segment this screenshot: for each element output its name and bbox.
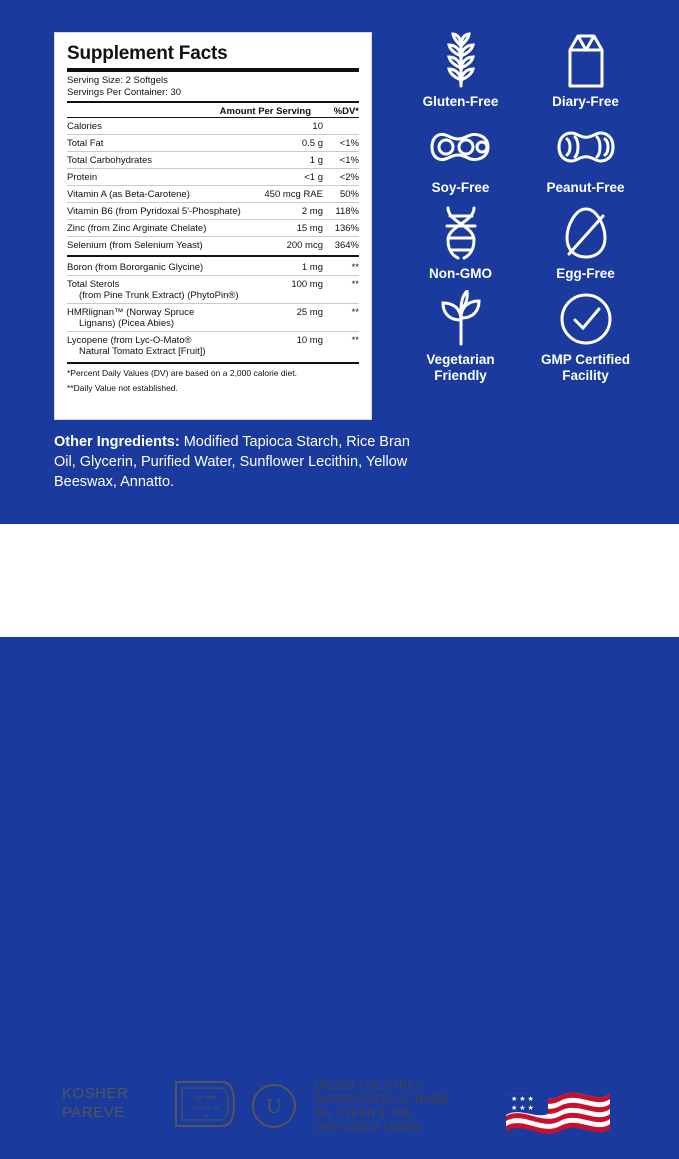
badge-non-gmo <box>404 202 517 282</box>
nutrient-name: Total Fat <box>67 135 258 152</box>
nutrient-name: Total Sterols <box>67 278 120 290</box>
nutrient-amount: 1 g <box>258 152 323 169</box>
kosher-pareve-text <box>62 1084 128 1122</box>
nutrient-dv: <1% <box>323 135 359 152</box>
table-row <box>67 304 359 332</box>
kosher-seal-icon <box>172 1076 238 1132</box>
other-ingredients-label: Other Ingredients: <box>54 434 180 450</box>
nutrient-dv: 136% <box>323 220 359 237</box>
badge-label: Egg-Free <box>556 266 615 281</box>
badge-row-2 <box>404 116 664 202</box>
badge-label: Non-GMO <box>429 266 492 281</box>
badge-label-line1: GMP Certified <box>540 352 630 367</box>
table-row <box>67 118 359 135</box>
supplement-facts-panel <box>54 32 372 420</box>
nutrition-header-row <box>67 106 359 117</box>
nutrient-dv: 50% <box>323 186 359 203</box>
table-row <box>67 152 359 169</box>
badge-label-line1: Vegetarian <box>426 352 495 367</box>
badge-vegetarian-friendly <box>404 288 517 384</box>
table-row <box>67 135 359 152</box>
nutrient-amount: 450 mcg RAE <box>258 186 323 203</box>
badge-label <box>404 352 517 384</box>
kosher-line-2: PAREVE <box>62 1104 125 1121</box>
table-row <box>67 220 359 237</box>
supervision-text: UNDER THE STRICT SUPERVISION OF RABBI SH. STERN & THE ORTHODOX UNION <box>314 1080 450 1134</box>
nutrient-name: Vitamin A (as Beta-Carotene) <box>67 186 258 203</box>
leaf-sprout-icon <box>404 288 517 350</box>
soybean-icon <box>404 116 517 178</box>
badge-diary-free <box>529 30 642 110</box>
table-row <box>67 203 359 220</box>
nutrient-name: Calories <box>67 118 258 135</box>
table-row <box>67 237 359 254</box>
nutrient-amount: <1 g <box>258 169 323 186</box>
other-ingredients <box>54 432 414 492</box>
nutrient-source: Lignans) (Picea Abies) <box>79 317 175 329</box>
nutrient-source: Natural Tomato Extract [Fruit]) <box>79 345 206 357</box>
svg-text:בד״ץ מהדרין: בד״ץ מהדרין <box>191 1106 219 1112</box>
badge-gluten-free <box>404 30 517 110</box>
us-flag-icon <box>494 1062 624 1154</box>
serving-size: Serving Size: 2 Softgels <box>67 75 168 86</box>
nutrient-dv <box>323 118 359 135</box>
nutrient-amount: 200 mcg <box>286 239 323 251</box>
badge-peanut-free <box>529 116 642 196</box>
milk-carton-icon <box>529 30 642 92</box>
nutrient-name: Zinc (from Zinc Arginate Chelate) <box>67 220 258 237</box>
nutrient-amount: 1 mg <box>283 259 323 276</box>
peanut-icon <box>529 116 642 178</box>
the-usa-text: THE USA <box>527 1133 576 1154</box>
badge-soy-free <box>404 116 517 196</box>
badge-row-1 <box>404 30 664 116</box>
egg-icon <box>529 202 642 264</box>
divider-medium <box>67 101 359 103</box>
table-row <box>67 259 359 276</box>
badge-label: Gluten-Free <box>422 94 499 109</box>
servings-per-container: Servings Per Container: 30 <box>67 87 182 98</box>
nutrient-amount: 25 mg <box>283 304 323 332</box>
nutrient-amount: 10 <box>258 118 323 135</box>
made-in-text: MADE IN <box>523 1062 575 1084</box>
certification-bar <box>0 524 679 1154</box>
badge-label <box>529 352 642 384</box>
kosher-line-1: KOSHER <box>62 1085 129 1102</box>
made-in-usa-badge <box>494 1062 624 1154</box>
nutrient-source: (from Pine Trunk Extract) (PhytoPin®) <box>79 289 239 301</box>
footnote-not-established: **Daily Value not established. <box>67 383 178 393</box>
nutrient-dv: ** <box>351 334 359 346</box>
nutrient-name: HMRlignan™ (Norway Spruce <box>67 306 195 318</box>
nutrient-dv: 118% <box>323 203 359 220</box>
daily-value-header: %DV* <box>333 106 359 117</box>
badge-gmp-certified <box>529 288 642 384</box>
badge-egg-free <box>529 202 642 282</box>
badge-label: Diary-Free <box>552 94 619 109</box>
product-info-panel <box>0 0 679 524</box>
footnote-daily-value: *Percent Daily Values (DV) are based on a 2,000 calorie diet. <box>67 368 297 378</box>
table-row <box>67 169 359 186</box>
nutrient-amount: 100 mg <box>283 276 323 304</box>
nutrient-dv: <1% <box>323 152 359 169</box>
divider-thick <box>67 68 359 72</box>
nutrient-name: Selenium (from Selenium Yeast) <box>67 239 203 251</box>
nutrition-table-secondary <box>67 259 359 359</box>
divider-medium-2 <box>67 255 359 257</box>
nutrient-name: Boron (from Bororganic Glycine) <box>67 261 204 273</box>
nutrient-dv: ** <box>323 276 359 304</box>
nutrient-amount: 10 mg <box>296 334 323 346</box>
table-row <box>67 276 359 304</box>
nutrient-dv: 364% <box>334 239 359 251</box>
nutrient-amount: 15 mg <box>258 220 323 237</box>
supplement-facts-title: Supplement Facts <box>67 43 228 64</box>
badge-label: Soy-Free <box>431 180 490 195</box>
table-row <box>67 186 359 203</box>
svg-text:★ ★ ★: ★ ★ ★ <box>511 1105 534 1112</box>
divider-footnote <box>67 362 359 364</box>
nutrient-name: Protein <box>67 169 258 186</box>
badge-label-line2: Facility <box>562 368 609 383</box>
nutrient-name: Total Carbohydrates <box>67 152 258 169</box>
table-row <box>67 332 359 360</box>
ou-symbol-icon <box>252 1084 296 1128</box>
ou-letter: U <box>266 1093 282 1118</box>
nutrient-dv: <2% <box>323 169 359 186</box>
badge-row-4 <box>404 288 664 390</box>
svg-text:כשר: כשר <box>201 1113 209 1118</box>
badge-row-3 <box>404 202 664 288</box>
nutrient-name: Lycopene (from Lyc-O-Mato® <box>67 334 192 346</box>
amount-per-serving-header: Amount Per Serving <box>219 106 311 117</box>
other-ingredients-text: Modified Tapioca Starch, Rice Bran Oil, Glycerin, Purified Water, Sunflower Lecithin, Yellow Beeswax, Annatto. <box>54 434 410 490</box>
nutrition-table-primary <box>67 118 359 253</box>
nutrient-amount: 0.5 g <box>258 135 323 152</box>
badge-label-line2: Friendly <box>434 368 487 383</box>
nutrient-dv: ** <box>323 259 359 276</box>
svg-text:MADE IN <box>524 1062 575 1084</box>
dna-icon <box>404 202 517 264</box>
nutrient-dv: ** <box>323 304 359 332</box>
svg-text:שומר שבת: שומר שבת <box>193 1095 217 1101</box>
nutrient-name: Vitamin B6 (from Pyridoxal 5'-Phosphate) <box>67 203 258 220</box>
wheat-icon <box>404 30 517 92</box>
badge-label: Peanut-Free <box>546 180 625 195</box>
svg-text:★ ★ ★: ★ ★ ★ <box>511 1096 534 1103</box>
nutrient-amount: 2 mg <box>258 203 323 220</box>
svg-text:THE USA <box>527 1133 575 1154</box>
certification-badges <box>404 30 664 390</box>
check-circle-icon <box>529 288 642 350</box>
